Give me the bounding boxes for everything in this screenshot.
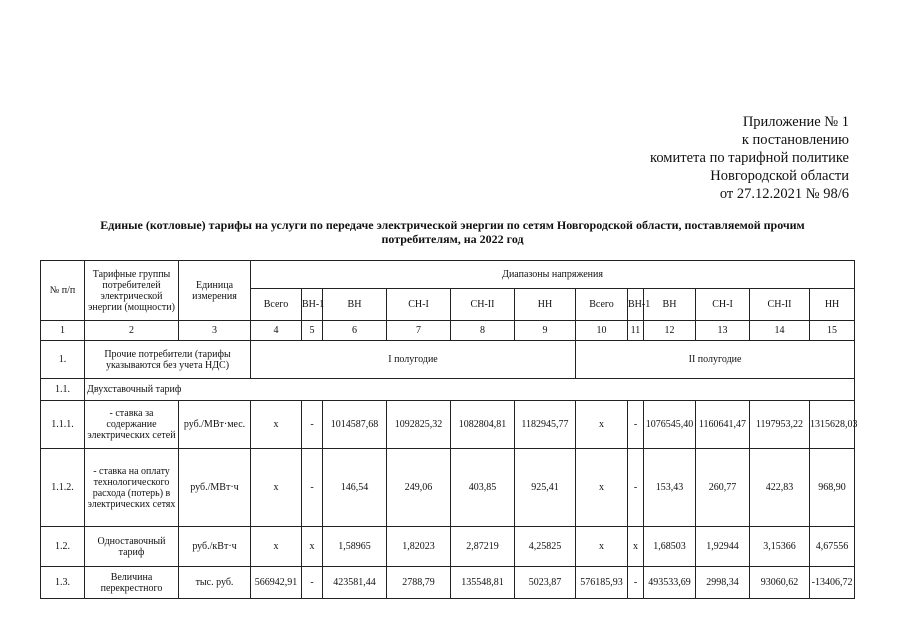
row-value: 135548,81: [451, 567, 515, 599]
row-value: 576185,93: [576, 567, 628, 599]
row-value: 1315628,03: [810, 401, 855, 449]
row-num: 1.3.: [41, 567, 85, 599]
row-value: 422,83: [750, 449, 810, 527]
row-value: 1,68503: [644, 527, 696, 567]
appendix-line: от 27.12.2021 № 98/6: [719, 186, 849, 202]
header-unit: Единица измерения: [179, 261, 251, 321]
row-value: 493533,69: [644, 567, 696, 599]
document-title: [40, 218, 865, 246]
header-sub: ВН-1: [628, 289, 644, 321]
row-value: 260,77: [696, 449, 750, 527]
row-value: -: [628, 567, 644, 599]
row-value: 968,90: [810, 449, 855, 527]
header-sub: СН-II: [451, 289, 515, 321]
document-title-line: потребителям, на 2022 год: [381, 232, 524, 246]
appendix-line: к постановлению: [741, 132, 849, 148]
header-sub: ВН: [644, 289, 696, 321]
row-unit: руб./кВт·ч: [179, 527, 251, 567]
column-number: 2: [85, 321, 179, 341]
row-value: х: [576, 401, 628, 449]
header-sub: Всего: [576, 289, 628, 321]
column-number: 1: [41, 321, 85, 341]
header-groups: Тарифные группы потребителей электрической энергии (мощности): [85, 261, 179, 321]
row-num: 1.2.: [41, 527, 85, 567]
appendix-block: [650, 113, 849, 203]
section-half1: I полугодие: [251, 341, 576, 379]
row-value: 1014587,68: [323, 401, 387, 449]
row-value: 4,25825: [515, 527, 576, 567]
header-sub: СН-I: [387, 289, 451, 321]
column-number: 3: [179, 321, 251, 341]
tariff-table: [40, 260, 858, 599]
row-value: 5023,87: [515, 567, 576, 599]
row-value: 1,92944: [696, 527, 750, 567]
row-unit: руб./МВт·ч: [179, 449, 251, 527]
row-value: 2998,34: [696, 567, 750, 599]
row-value: 925,41: [515, 449, 576, 527]
row-value: 1092825,32: [387, 401, 451, 449]
row-value: 1,82023: [387, 527, 451, 567]
row-value: 2,87219: [451, 527, 515, 567]
column-number: 5: [302, 321, 323, 341]
header-sub: НН: [515, 289, 576, 321]
row-value: -: [302, 567, 323, 599]
header-sub: Всего: [251, 289, 302, 321]
row-value: 1,58965: [323, 527, 387, 567]
row-value: 423581,44: [323, 567, 387, 599]
section-row: [41, 341, 855, 379]
column-number: 9: [515, 321, 576, 341]
header-sub: СН-I: [696, 289, 750, 321]
header-num: № п/п: [41, 261, 85, 321]
subsection-row: [41, 379, 855, 401]
section-label: Прочие потребители (тарифы указываются без учета НДС): [85, 341, 251, 379]
row-value: 2788,79: [387, 567, 451, 599]
section-half2: II полугодие: [576, 341, 855, 379]
header-sub: ВН: [323, 289, 387, 321]
table-row: [41, 449, 855, 527]
row-value: 1197953,22: [750, 401, 810, 449]
column-number: 7: [387, 321, 451, 341]
appendix-line: Приложение № 1: [742, 114, 849, 130]
row-value: 1160641,47: [696, 401, 750, 449]
column-number: 10: [576, 321, 628, 341]
column-number: 14: [750, 321, 810, 341]
column-number: 4: [251, 321, 302, 341]
header-sub: ВН-1: [302, 289, 323, 321]
row-label: Одноставочный тариф: [85, 527, 179, 567]
row-num: 1.1.1.: [41, 401, 85, 449]
row-value: х: [628, 527, 644, 567]
row-value: х: [251, 401, 302, 449]
row-unit: тыс. руб.: [179, 567, 251, 599]
row-value: 146,54: [323, 449, 387, 527]
appendix-line: Новгородской области: [710, 168, 849, 184]
row-value: 3,15366: [750, 527, 810, 567]
section-num: 1.: [41, 341, 85, 379]
appendix-line: комитета по тарифной политике: [650, 150, 849, 166]
row-value: -13406,72: [810, 567, 855, 599]
row-value: 566942,91: [251, 567, 302, 599]
row-value: х: [251, 449, 302, 527]
row-value: 1182945,77: [515, 401, 576, 449]
row-unit: руб./МВт·мес.: [179, 401, 251, 449]
subsection-label: Двухставочный тариф: [85, 379, 855, 401]
column-number: 11: [628, 321, 644, 341]
column-number: 8: [451, 321, 515, 341]
row-value: х: [251, 527, 302, 567]
row-value: 1082804,81: [451, 401, 515, 449]
row-label: - ставка за содержание электрических сетей: [85, 401, 179, 449]
row-value: 153,43: [644, 449, 696, 527]
header-sub: НН: [810, 289, 855, 321]
column-number: 6: [323, 321, 387, 341]
column-number: 13: [696, 321, 750, 341]
subsection-num: 1.1.: [41, 379, 85, 401]
header-row-top: [41, 261, 855, 289]
row-value: -: [302, 401, 323, 449]
header-voltage-ranges: Диапазоны напряжения: [251, 261, 855, 289]
row-value: -: [628, 449, 644, 527]
row-value: 1076545,40: [644, 401, 696, 449]
row-label: - ставка на оплату технологического расхода (потерь) в электрических сетях: [85, 449, 179, 527]
document-title-line: Единые (котловые) тарифы на услуги по передаче электрической энергии по сетям Новгородской области, поставляемой прочим: [100, 218, 805, 232]
row-value: х: [302, 527, 323, 567]
row-num: 1.1.2.: [41, 449, 85, 527]
row-value: х: [576, 449, 628, 527]
column-number-row: [41, 321, 855, 341]
row-value: -: [628, 401, 644, 449]
header-sub: СН-II: [750, 289, 810, 321]
column-number: 12: [644, 321, 696, 341]
row-value: 249,06: [387, 449, 451, 527]
row-value: 403,85: [451, 449, 515, 527]
row-value: 93060,62: [750, 567, 810, 599]
table-row: [41, 527, 855, 567]
row-value: х: [576, 527, 628, 567]
row-label: Величина перекрестного: [85, 567, 179, 599]
table-row: [41, 567, 855, 599]
column-number: 15: [810, 321, 855, 341]
table-row: [41, 401, 855, 449]
row-value: 4,67556: [810, 527, 855, 567]
row-value: -: [302, 449, 323, 527]
